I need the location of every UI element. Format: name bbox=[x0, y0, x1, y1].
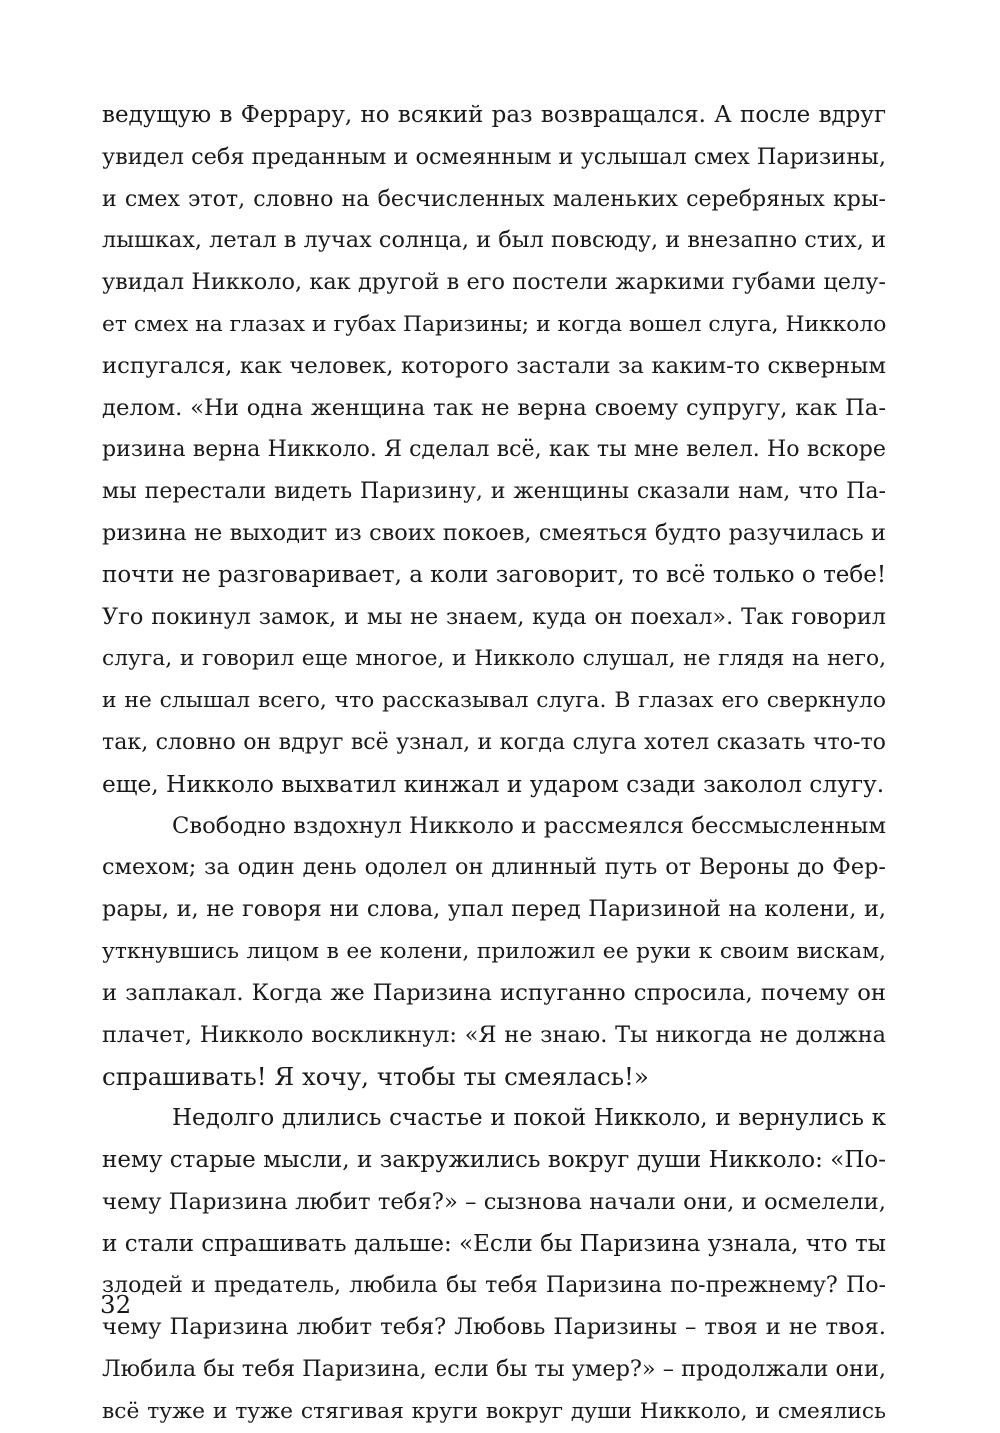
text-line: спрашивать! Я хочу, чтобы ты смеялась!» bbox=[102, 1062, 649, 1092]
text-line: почти не разговаривает, а коли заговорит, то всё только о тебе! bbox=[102, 561, 886, 588]
text-line: уткнувшись лицом в ее колени, приложил ее руки к своим вискам, bbox=[102, 938, 886, 964]
text-line: ризина не выходит из своих покоев, смеяться будто разучилась и bbox=[102, 519, 886, 546]
text-line: злодей и предатель, любила бы тебя Паризина по-прежнему? По- bbox=[102, 1272, 886, 1299]
body-text bbox=[102, 95, 886, 1433]
text-line: ведущую в Феррару, но всякий раз возвращался. А после вдруг bbox=[102, 102, 886, 128]
text-line: смехом; за один день одолел он длинный путь от Вероны до Фер- bbox=[102, 854, 886, 881]
text-line: Недолго длились счастье и покой Никколо, и вернулись к bbox=[172, 1105, 886, 1132]
text-line: нему старые мысли, и закружились вокруг души Никколо: «По- bbox=[102, 1146, 886, 1173]
text-line: так, словно он вдруг всё узнал, и когда слуга хотел сказать что-то bbox=[102, 728, 886, 755]
text-line: рары, и, не говоря ни слова, упал перед Паризиной на колени, и, bbox=[102, 896, 886, 923]
text-line: всё туже и туже стягивая круги вокруг души Никколо, и смеялись bbox=[102, 1398, 886, 1424]
text-line: ризина верна Никколо. Я сделал всё, как ты мне велел. Но вскоре bbox=[102, 436, 886, 463]
text-line: Любила бы тебя Паризина, если бы ты умер?» – продолжали они, bbox=[102, 1355, 886, 1382]
text-line: и смех этот, словно на бесчисленных маленьких серебряных кры- bbox=[102, 185, 886, 212]
text-line: увидал Никколо, как другой в его постели жаркими губами целу- bbox=[102, 269, 886, 296]
text-line: слуга, и говорил еще многое, и Никколо слушал, не глядя на него, bbox=[102, 646, 886, 672]
text-line: и не слышал всего, что рассказывал слуга. В глазах его сверкнуло bbox=[102, 688, 886, 714]
text-line: еще, Никколо выхватил кинжал и ударом сзади заколол слугу. bbox=[102, 770, 885, 798]
text-line: лышках, летал в лучах солнца, и был повсюду, и внезапно стих, и bbox=[102, 227, 886, 254]
text-line: испугался, как человек, которого застали за каким-то скверным bbox=[102, 352, 886, 379]
text-line: чему Паризина любит тебя?» – сызнова начали они, и осмелели, bbox=[102, 1188, 886, 1215]
text-line: мы перестали видеть Паризину, и женщины сказали нам, что Па- bbox=[102, 478, 886, 505]
text-line: чему Паризина любит тебя? Любовь Паризины – твоя и не твоя. bbox=[102, 1314, 886, 1341]
text-line: и заплакал. Когда же Паризина испуганно спросила, почему он bbox=[102, 979, 886, 1006]
text-line: Уго покинул замок, и мы не знаем, куда он поехал». Так говорил bbox=[102, 603, 886, 630]
text-line: ет смех на глазах и губах Паризины; и когда вошел слуга, Никколо bbox=[102, 311, 886, 337]
text-line: увидел себя преданным и осмеянным и услышал смех Паризины, bbox=[102, 143, 886, 170]
text-line: Свободно вздохнул Никколо и рассмеялся бессмысленным bbox=[172, 812, 886, 839]
text-line: и стали спрашивать дальше: «Если бы Паризина узнала, что ты bbox=[102, 1230, 886, 1257]
text-line: делом. «Ни одна женщина так не верна своему супругу, как Па- bbox=[102, 394, 886, 421]
page-number: 32 bbox=[100, 1290, 132, 1319]
text-line: плачет, Никколо воскликнул: «Я не знаю. Ты никогда не должна bbox=[102, 1021, 886, 1048]
